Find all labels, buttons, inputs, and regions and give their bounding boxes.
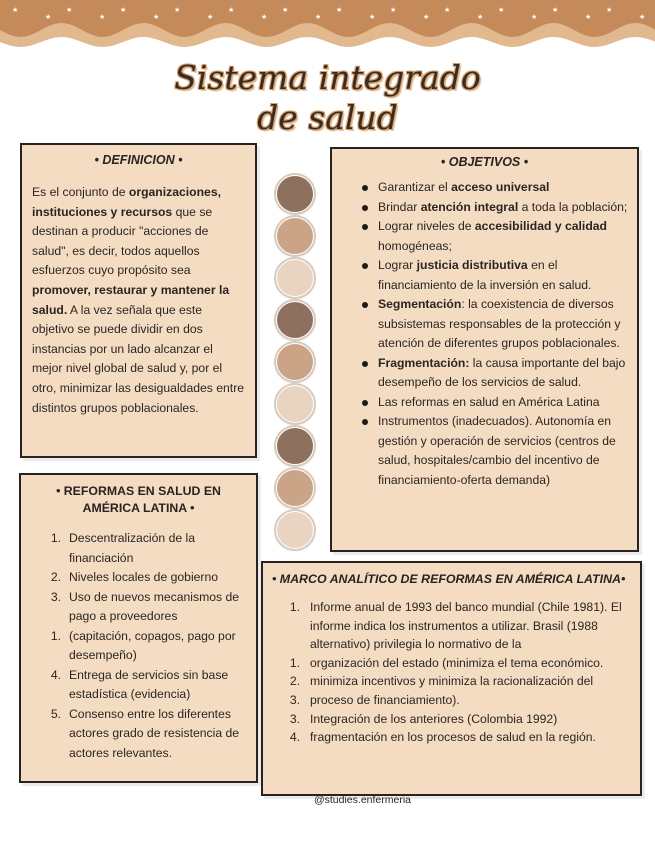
star-icon: ★ <box>639 13 646 21</box>
star-icon: ★ <box>423 13 430 21</box>
text-segment: promover, restaurar y mantener la salud. <box>32 282 230 317</box>
text-segment: Fragmentación: <box>378 355 470 370</box>
star-icon: ★ <box>261 13 268 21</box>
text-segment: Lograr niveles de <box>378 219 475 233</box>
list-item-text: Uso de nuevos mecanismos de pago a proveedores <box>69 589 240 623</box>
list-item <box>272 728 631 747</box>
star-icon: ★ <box>531 13 538 21</box>
color-swatch-circle <box>276 385 314 423</box>
list-item-number: 3. <box>289 711 300 726</box>
list-item-text: Consenso entre los diferentes actores grado de resistencia de actores relevantes. <box>69 706 240 760</box>
text-segment: Segmentación <box>378 297 462 311</box>
list-item-number: 2. <box>50 570 61 584</box>
list-item-number: 4. <box>50 667 61 682</box>
list-item-text: organización del estado (minimiza el tema económico. <box>310 655 604 670</box>
marco-card <box>261 561 642 796</box>
list-item-text: Integración de los anteriores (Colombia 1992) <box>310 711 558 726</box>
objetivo-item <box>340 354 629 393</box>
star-icon: ★ <box>12 6 19 14</box>
text-segment: atención integral <box>420 199 519 214</box>
color-swatch-circle <box>276 343 314 381</box>
text-segment: : la coexistencia de diversos subsistemas responsables de la protección y atención de diferentes grupos poblacionales. <box>378 297 621 350</box>
star-icon: ★ <box>174 6 181 14</box>
list-item-number: 4. <box>289 730 300 745</box>
text-segment: que se destinan a producir "acciones de salud", es decir, todos aquellos esfuerzos cuyo propósito sea <box>32 204 213 278</box>
text-segment: homogéneas; <box>378 238 452 253</box>
star-icon: ★ <box>585 13 592 21</box>
list-item <box>31 568 246 588</box>
star-icon: ★ <box>228 6 235 14</box>
reformas-heading: • REFORMAS EN SALUD EN AMÉRICA LATINA • <box>56 484 221 515</box>
text-segment: Garantizar el <box>378 180 452 194</box>
star-icon: ★ <box>477 13 484 21</box>
list-item-text: proceso de financiamiento). <box>310 692 460 707</box>
list-item-number: 1. <box>50 628 61 643</box>
text-segment: justicia distributiva <box>416 258 528 272</box>
list-item <box>31 588 246 627</box>
list-item-text: Descentralización de la financiación <box>69 531 196 565</box>
list-item-number: 3. <box>50 589 61 604</box>
definicion-text <box>32 183 245 418</box>
star-icon: ★ <box>66 6 73 14</box>
list-item <box>31 666 246 705</box>
list-item-text: Informe anual de 1993 del banco mundial (Chile 1981). El informe indica los instrumentos a utilizar. Brasil (1988 alternativo) privilegia lo normativo de la <box>310 600 622 652</box>
star-icon: ★ <box>606 6 613 14</box>
reformas-card <box>19 473 258 783</box>
objetivo-item <box>340 198 629 218</box>
decorative-wave-border <box>0 0 655 60</box>
text-segment: Lograr <box>378 258 417 272</box>
star-icon: ★ <box>369 13 376 21</box>
objetivos-card <box>330 147 639 552</box>
star-icon: ★ <box>336 6 343 14</box>
text-segment: la causa importante del bajo desempeño de los servicios de salud. <box>378 355 626 389</box>
list-item-text: Entrega de servicios sin base estadística (evidencia) <box>69 667 229 701</box>
list-item <box>31 705 246 764</box>
objetivo-item <box>340 178 629 198</box>
list-item-number: 1. <box>50 531 61 545</box>
color-swatch-circle <box>276 511 314 549</box>
list-item <box>272 654 631 673</box>
text-segment: organizaciones, instituciones y recursos <box>32 185 221 219</box>
list-item-text: fragmentación en los procesos de salud en la región. <box>310 730 596 745</box>
star-icon: ★ <box>45 13 52 21</box>
marco-heading: • MARCO ANALÍTICO DE REFORMAS EN AMÉRICA LATINA• <box>272 572 626 586</box>
list-item <box>272 691 631 710</box>
text-segment: Instrumentos (inadecuados). Autonomía en gestión y operación de servicios (centros de salud, hospitales/cambio del incentivo de financiamiento-oferta demanda) <box>378 414 616 487</box>
list-item <box>272 672 631 691</box>
list-item-text: Niveles locales de gobierno <box>69 570 219 584</box>
color-swatch-circle <box>276 217 314 255</box>
star-icon: ★ <box>552 6 559 14</box>
list-item-number: 1. <box>289 600 300 614</box>
star-icon: ★ <box>120 6 127 14</box>
star-icon: ★ <box>153 13 160 21</box>
star-icon: ★ <box>390 6 397 14</box>
star-icon: ★ <box>282 6 289 14</box>
text-segment: a toda la población; <box>518 199 628 214</box>
list-item-text: (capitación, copagos, pago por desempeño) <box>69 628 236 662</box>
list-item <box>272 710 631 729</box>
color-swatch-circle <box>276 175 314 213</box>
text-segment: en el financiamiento de la inversión en salud. <box>378 258 592 292</box>
list-item <box>31 627 246 666</box>
text-segment: Las reformas en salud en América Latina <box>378 394 600 409</box>
color-swatch-circle <box>276 301 314 339</box>
page-title-line1: Sistema integrado <box>174 58 481 97</box>
color-swatch-circle <box>276 427 314 465</box>
color-swatch-circle <box>276 259 314 297</box>
objetivo-item <box>340 256 629 295</box>
star-icon: ★ <box>207 13 214 21</box>
list-item-number: 5. <box>50 706 61 721</box>
objetivo-item <box>340 295 629 354</box>
text-segment: Es el conjunto de <box>32 185 129 199</box>
page-title-line2: de salud <box>257 98 398 137</box>
color-swatch-circle <box>276 469 314 507</box>
text-segment: accesibilidad y calidad <box>474 219 607 233</box>
star-icon: ★ <box>99 13 106 21</box>
list-item-number: 1. <box>289 655 300 670</box>
text-segment: acceso universal <box>451 180 550 194</box>
list-item-text: minimiza incentivos y minimiza la racionalización del <box>310 674 594 689</box>
list-item-number: 2. <box>289 674 300 689</box>
definicion-heading: • DEFINICION • <box>94 153 183 167</box>
list-item <box>31 529 246 568</box>
list-item-number: 3. <box>289 692 300 707</box>
star-icon: ★ <box>498 6 505 14</box>
definicion-card <box>20 143 257 458</box>
objetivo-item <box>340 412 629 490</box>
text-segment: A la vez señala que este objetivo se puede dividir en dos instancias por un lado alcanzar el mejor nivel global de salud y, por el otro, minimizar las desigualdades entre distintos grupos poblacionales. <box>32 302 245 415</box>
objetivo-item <box>340 393 629 413</box>
marco-list <box>272 598 631 747</box>
author-credit: @studies.enfermeria <box>313 794 412 806</box>
objetivos-list <box>340 178 629 490</box>
star-icon: ★ <box>444 6 451 14</box>
star-icon: ★ <box>315 13 322 21</box>
list-item <box>272 598 631 654</box>
reformas-list <box>31 529 246 763</box>
objetivos-heading: • OBJETIVOS • <box>440 155 529 169</box>
text-segment: Brindar <box>378 199 421 214</box>
objetivo-item <box>340 217 629 256</box>
